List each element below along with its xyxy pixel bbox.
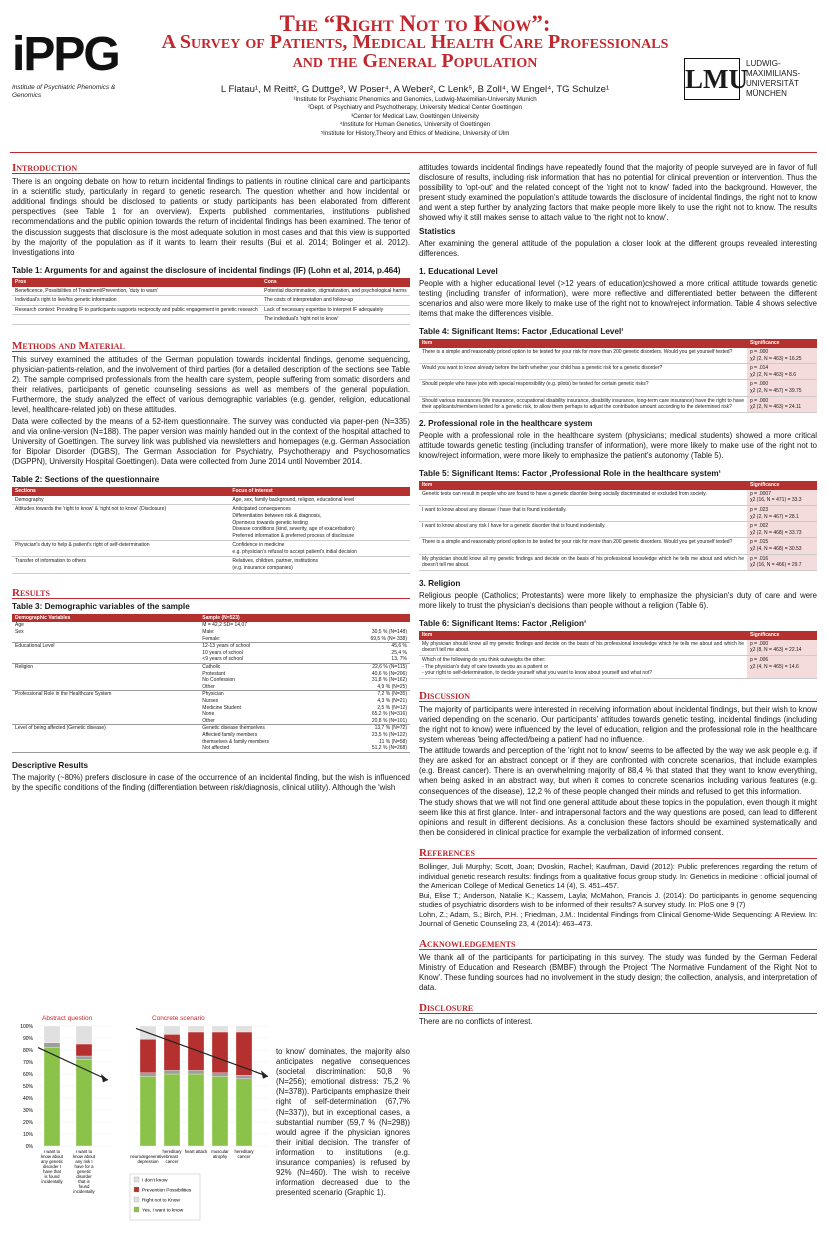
discussion-text-3: The study shows that we will not find one general attitude about these topics in the population, even though it might seem like this at first glance. Inter- and intrapersonal factors and the way questions are posed, can lead to different opinions and result in different decisions. As a conclusion these factors should be examined systematically and then be considered in clinical practice for example the verbalization of informed consent.	[419, 797, 817, 837]
x-category-line: know about	[73, 1154, 95, 1159]
x-category-line: have for a	[74, 1164, 94, 1169]
significance-cell: p = .023 χ2 (2, N = 467) = 28.1	[747, 506, 817, 522]
significance-cell: p = .006 χ2 (4, N = 465) = 14.6	[747, 655, 817, 678]
x-category-line: have that	[43, 1169, 61, 1174]
lmu-line: MÜNCHEN	[746, 89, 787, 98]
table-header: Significance	[747, 339, 817, 348]
table-cell: Other	[199, 684, 332, 691]
bar-segment	[212, 1073, 228, 1077]
table-cell	[12, 739, 199, 746]
table-cell: 30,5 % (N=148)	[371, 629, 407, 636]
lmu-line: MAXIMILIANS-	[746, 69, 801, 78]
table-cell: 2,5 % (N=12)	[377, 704, 407, 711]
table-cell	[12, 636, 199, 643]
lmu-line: UNIVERSITÄT	[746, 79, 799, 88]
table-cell: There is a simple and reasonably priced option to be tested for your risk for more than 200 genetic disorders. Would you get yourself tested?	[419, 538, 747, 554]
bar-segment	[236, 1075, 252, 1079]
table-cell: Physician	[202, 691, 224, 698]
significance-cell: p = .014 χ2 (2, N = 463) = 8.6	[747, 364, 817, 380]
disclosure-heading: Disclosure	[419, 1003, 817, 1014]
table-row	[419, 538, 817, 554]
bar-segment	[236, 1032, 252, 1075]
arrow-head	[261, 1070, 268, 1078]
table-row	[12, 296, 410, 306]
bar-segment	[76, 1026, 92, 1044]
bar-segment	[212, 1076, 228, 1146]
table-row	[12, 656, 410, 663]
table-cell: Anticipated consequences Differentiation between risk & diagnosis, Openness towards genetic testing Disease conditions (kind, severity, age of exacerbation) Preferred information & preferred process of disclosure	[229, 505, 410, 541]
table-cell: Attitudes towards the 'right to know' & 'right not to know' (Disclosure)	[12, 505, 229, 541]
table-cell: Educational Level	[15, 643, 55, 650]
x-category-label	[185, 1149, 208, 1154]
table-row	[12, 622, 410, 629]
table6-caption: Table 6: Significant Items: Factor ‚Religion‘	[419, 619, 587, 629]
x-category-line: any risk I	[75, 1159, 93, 1164]
table-header: Cons	[261, 278, 410, 287]
table-cell: Confidence in medicine e.g. physician's refusal to accept patient's initial decision	[229, 541, 410, 557]
table-cell: 23,5 % (N=122)	[371, 731, 407, 738]
table-2	[12, 487, 410, 574]
x-category-line: muscular	[211, 1149, 229, 1154]
chart-title-right: Concrete scenario	[152, 1015, 205, 1022]
arrow-head	[101, 1074, 108, 1082]
y-tick-label: 50%	[22, 1084, 33, 1090]
x-category-line: disorder I	[43, 1164, 61, 1169]
table-cell: 20,8 % (N=101)	[332, 718, 410, 725]
x-category-line: depression	[137, 1159, 159, 1164]
table-cell: Demography	[12, 496, 229, 505]
table-cell: Female:	[199, 636, 332, 643]
table-row	[12, 711, 410, 718]
intro-heading: Introduction	[12, 163, 410, 174]
table-cell: Genetic disease themselves	[202, 725, 265, 732]
legend-label: Prevention Possibilities	[142, 1188, 192, 1194]
legend-swatch	[134, 1207, 139, 1212]
bar-segment	[76, 1044, 92, 1056]
x-category-label	[162, 1149, 182, 1164]
table-cell: 65,2 % (N=316)	[371, 711, 407, 718]
significance-cell: p = .002 χ2 (2, N = 468) = 33.73	[747, 522, 817, 538]
title-line-1: The “Right Not to Know”:	[279, 11, 551, 36]
table-cell: 7,2 % (N=35)	[377, 691, 407, 698]
bar-segment	[76, 1056, 92, 1060]
x-category-line: incidentally	[73, 1189, 95, 1194]
table-cell: 69,5 % (N= 338)	[332, 636, 410, 643]
religion-heading: 3. Religion	[419, 578, 461, 588]
header-divider	[10, 152, 817, 153]
descriptive-text-2: to know' dominates, the majority also anticipates negative consequences (societal discrimination: 50,8 % (N=256); emotional distress: 75,2 % (N=378)). Participants emphasize their right of self-determination (67,7% (N=337)), but in exceptional cases, a substantial number (59,7 % (N=298)) would agree if the physician ignores their initial decision. The transfer of information to institutions (e.g. insurance companies) is refused by 92% (N=460). The wish to receive information decreased due to the presented scenario (Graphic 1).	[276, 1047, 410, 1198]
bar-segment	[164, 1026, 180, 1034]
bar-segment	[212, 1026, 228, 1032]
table-cell	[12, 656, 199, 663]
intro-text: There is an ongoing debate on how to return incidental findings to patients in routine clinical care and participants in a scientific study, particularly in regard to genetic research. The question whether and how incidental or additional findings should be disclosed to patients or study participants has been elaborated from different perspectives (see Table 1 for an overview). Experts published commentaries, institutions published recommendations and the public opinion towards the return of incidental findings has been examined. The tenor of the discussion suggests that disclosure is the most adequate solution in most cases and that this view is supported by the majority of the population as if it wants to learn their results (Bui et al. 2014; Bolinger et al. 2012). Investigations into	[12, 177, 410, 257]
legend-swatch	[134, 1197, 139, 1202]
table-row	[12, 677, 410, 684]
table-header: Demographic Variables	[12, 614, 199, 623]
table-cell	[12, 745, 199, 752]
table-cell: Beneficence, Possibilities of Treatment/Prevention, 'duty to warn'	[12, 287, 261, 296]
table-cell	[332, 622, 410, 629]
descriptive-heading: Descriptive Results	[12, 760, 88, 770]
table-cell: Not affected	[199, 745, 332, 752]
x-category-line: breast	[166, 1154, 178, 1159]
title-line-2: A Survey of Patients, Medical Health Care Professionals	[161, 31, 669, 53]
authors: L Flatau¹, M Reitt², G Duttge³, W Poser⁴, A Weber², C Lenk⁵, B Zoll⁴, W Engel⁴, TG Schulze¹	[220, 84, 610, 95]
table-cell: themselves & family members	[202, 738, 269, 745]
table-cell: No Confession	[202, 677, 236, 684]
table-row	[419, 506, 817, 522]
table-5	[419, 481, 817, 571]
table-row	[12, 671, 410, 678]
table-cell	[12, 315, 261, 325]
bar-segment	[188, 1026, 204, 1032]
ippg-logo	[12, 30, 128, 102]
table-row	[419, 490, 817, 506]
right-intro-text: attitudes towards incidental findings have repeatedly found that the majority of people surveyed are in favor of full disclosure of results, including risk information that has no potential for clinical prevention or intervention. Thus the possibility to 'opt-out' and the related concept of the 'right not to know' faded into the background. However, the present study examined the population's attitude towards the disclosure of incidental findings, the right not to know and went a step further by analyzing factors that make people more likely to use the right not to know. The results showed why it still makes sense to attach value to 'the right not to know'.	[419, 163, 817, 223]
poster-title	[150, 11, 680, 72]
y-tick-label: 20%	[22, 1120, 33, 1126]
title-line-3: and the General Population	[292, 50, 538, 72]
statistics-text: After examining the general attitude of the population a closer look at the different groups revealed interesting differences.	[419, 238, 817, 258]
bar-segment	[236, 1079, 252, 1146]
bar-segment	[76, 1060, 92, 1146]
x-category-line: know about	[41, 1154, 63, 1159]
table-cell: Research context: Providing IF to participants supports reciprocity and public engagement in genetic research	[12, 305, 261, 315]
significance-cell: p = .016 χ2 (16, N = 466) = 29.7	[747, 554, 817, 570]
reference-item: Bollinger, Juli Murphy; Scott, Joan; Dvoskin, Rachel; Kaufman, David (2012): Public preferences regarding the return of individual genetic research results: findings from a qualitative focus group study. In: Genetics in medicine : official journal of the American College of Medical Genetics 14 (4), S. 451–457.	[419, 862, 817, 891]
table-header: Sections	[12, 487, 229, 496]
profession-text: People with a professional role in the healthcare system (physicians; medical students) showed a more critical attitude towards genetic testing (including transfer of information), were more likely to make use of the right not to know/reject information, were more likely to emphasize the patient's autonomy (Table 5).	[419, 430, 817, 461]
table-row	[12, 636, 410, 643]
legend-swatch	[134, 1177, 139, 1182]
table-cell: Religion	[15, 664, 34, 670]
references-list	[419, 862, 817, 929]
discussion-heading: Discussion	[419, 691, 817, 702]
table-cell: 25,4 %	[391, 649, 407, 656]
x-category-line: cancer	[165, 1159, 179, 1164]
education-text: People with a higher educational level (>12 years of education)cshowed a more critical attitude towards genetic testing (including transfer of information), were more reflective and differentiated better between the different scenarios and also were more likely to make use of the right not to know/reject information. Table 4 shows selective items that make the differences visible.	[419, 278, 817, 319]
table-cell: Level of being affected (Genetic disease)	[15, 725, 106, 732]
table-row	[12, 315, 410, 325]
table-row	[12, 629, 410, 636]
table-cell	[12, 718, 199, 725]
table-1	[12, 278, 410, 325]
affiliation: ⁴Institute for Human Genetics, University of Goettingen	[339, 121, 491, 129]
table-header	[332, 614, 410, 623]
x-category-line: heart attack	[184, 1149, 208, 1154]
ippg-logo-text: iPPG	[12, 28, 119, 81]
table-4	[419, 339, 817, 412]
methods-text-2: Data were collected by the means of a 52-item questionnaire. The survey was conducted via paper-pen (N=335) and via online-version (N=188). The paper version was mainly handed out in the context of the hospital attached to University of Goettingen. The survey link was published via newsletters and homepages (e.g. German Association for Bipolar Disorder (DGBS), The German Association for Psychiatry, Psychotherapy and Psychosomatics (DGPPN), University Hospital Goettingen). Data were collected from June 2014 until November 2014.	[12, 416, 410, 466]
table-row	[12, 305, 410, 315]
affiliation: ³Center for Medical Law, Goettingen University	[351, 112, 479, 120]
table-cell: Individual's right to live/his genetic information	[12, 296, 261, 306]
table-cell: Transfer of information to others	[12, 557, 229, 573]
table-row	[12, 664, 410, 671]
table-row	[12, 718, 410, 725]
table-header: Focus of interest	[229, 487, 410, 496]
graphic-1-chart	[12, 1008, 274, 1233]
table-cell: Should various insurances (life insurance, occupational disability insurance, disability insurance, long-term care insurance) have the right to have their applicants/members tested for a genetic risk, to allow them perhaps to adjust the contribution amount according to the determined risk?	[419, 396, 747, 412]
table-cell: I want to know about any disease I have that is found incidentally.	[419, 506, 747, 522]
table-cell: 11 % (N=58)	[379, 738, 407, 745]
table-cell	[12, 698, 199, 705]
y-tick-label: 70%	[22, 1060, 33, 1066]
results-heading: Results	[12, 588, 410, 599]
table-row	[12, 705, 410, 712]
ippg-logo-sub: Institute of Psychiatric Phenomics & Genomics	[12, 84, 116, 99]
table-row	[419, 364, 817, 380]
table-row	[12, 650, 410, 657]
table-row	[419, 380, 817, 396]
table-cell: 45,6 %	[391, 643, 407, 650]
bar-segment	[212, 1032, 228, 1073]
table-cell: Protestant	[202, 670, 226, 677]
y-tick-label: 60%	[22, 1072, 33, 1078]
significance-cell: p = .000 χ2 (8, N = 463) = 22.14	[747, 640, 817, 656]
left-column	[12, 163, 410, 794]
x-category-line: incidentally	[41, 1179, 63, 1184]
x-category-line: that is	[78, 1179, 90, 1184]
table-cell: Physician's duty to help & patient's right of self-determination	[12, 541, 229, 557]
table-cell	[12, 711, 199, 718]
table-cell: Lack of necessary expertise to interpret IF adequately	[261, 305, 410, 315]
table-cell: 31,8 % (N=162)	[371, 677, 407, 684]
lmu-logo	[684, 58, 814, 100]
table-row	[12, 691, 410, 698]
table-row	[419, 396, 817, 412]
table-row	[12, 541, 410, 557]
discussion-text-2: The attitude towards and perception of the 'right not to know' seems to be affected by the way we ask people e.g. if they are asked for an abstract concept or if they are confronted with concrete scenarios, that include examples (e.g. Breast cancer). There is an overwhelming majority of 88,4 % that stated that they want to know everything, when being asked in an abstract way, but when it comes to concrete scenarios including various features (e.g. consequences of the disease), 12,2 % of these people changed their minds and refused to get this information.	[419, 746, 817, 796]
table-cell: My physician should know all my genetic findings and decide on the basis of his professional knowledge which he tells me about and which he doesn't tell me about.	[419, 640, 747, 656]
table4-caption: Table 4: Significant Items: Factor ‚Educational Level‘	[419, 327, 624, 337]
discussion-text-1: The majority of participants were interested in receiving information about incidental findings, but their wish to know varied depending on the scenario. Our participants' attitudes towards genetic testing, incidental findings (including the right not to know) were influenced by the level of education, religion and the professional role in the healthcare system whereas 'being affected/being a patient' had no influence.	[419, 704, 817, 745]
y-tick-label: 30%	[22, 1108, 33, 1114]
table-cell: 51,2 % (N=268)	[332, 745, 410, 752]
table-row	[12, 745, 410, 752]
table-cell	[12, 684, 199, 691]
y-tick-label: 10%	[22, 1132, 33, 1138]
lmu-line: LUDWIG-	[746, 59, 781, 68]
bar-segment	[44, 1026, 60, 1043]
x-category-line: genetic	[77, 1169, 91, 1174]
table-row	[12, 684, 410, 691]
table-cell: Potential discrimination, stigmatization, and psychological harms	[261, 287, 410, 296]
table-cell: Male:	[202, 629, 215, 636]
table-header: Pros	[12, 278, 261, 287]
x-category-label	[73, 1149, 96, 1194]
x-category-line: found	[78, 1184, 90, 1189]
y-tick-label: 0%	[25, 1144, 33, 1150]
table-3	[12, 614, 410, 753]
x-category-line: disorder	[76, 1174, 92, 1179]
significance-cell: p = .0007 χ2 (16, N = 471) = 33.3	[747, 490, 817, 506]
methods-heading: Methods and Material	[12, 341, 410, 352]
bar-segment	[164, 1074, 180, 1146]
statistics-heading: Statistics	[419, 226, 456, 236]
table-row	[419, 655, 817, 678]
affiliation: ⁵Institute for History,Theory and Ethics of Medicine, University of Ulm	[320, 129, 510, 137]
table-cell: Other	[199, 718, 332, 725]
legend-label: Yes, I want to know	[142, 1208, 184, 1214]
table-cell: Catholic	[202, 664, 221, 670]
affiliations	[150, 96, 680, 138]
table-row	[12, 732, 410, 739]
table-cell: <9 years of school	[199, 656, 332, 663]
descriptive-text-1: The majority (~80%) prefers disclosure in case of the occurrence of an incidental finding, but the wish is influenced by the specific conditions of the finding (differentiation between risk/diagnosis, clinical utility). Although the 'wish	[12, 772, 410, 792]
table-row	[419, 554, 817, 570]
acknowledgements-heading: Acknowledgements	[419, 939, 817, 950]
table-header: Item	[419, 481, 747, 490]
table-cell	[12, 705, 199, 712]
table-6	[419, 631, 817, 679]
affiliation: ²Dept. of Psychiatry and Psychotherapy, University Medical Center Goettingen	[307, 104, 523, 112]
table-row	[419, 522, 817, 538]
significance-cell: p = .015 χ2 (4, N = 468) = 30.53	[747, 538, 817, 554]
table1-caption: Table 1: Arguments for and against the disclosure of incidental findings (IF) (Lohn et al, 2014, p.464)	[12, 265, 401, 275]
table5-caption: Table 5: Significant Items: Factor ‚Professional Role in the healthcare system‘	[419, 469, 721, 479]
legend-label: Right not to Know	[142, 1198, 180, 1204]
x-category-line: any genetic	[41, 1159, 63, 1164]
table-cell: 4,9 % (N=25)	[332, 684, 410, 691]
significance-cell: p = .000 χ2 (2, N = 463) = 24.11	[747, 396, 817, 412]
table-cell: Age, sex, family background, religion, educational level	[229, 496, 410, 505]
table-cell: Sex	[15, 629, 24, 636]
affiliation: ¹Institute for Psychiatric Phenomics and Genomics, Ludwig-Maximilian-University Munich	[293, 96, 537, 103]
table-cell: Age	[15, 622, 24, 629]
table-cell	[12, 732, 199, 739]
table-cell: There is a simple and reasonably priced option to be tested for your risk for more than 200 genetic disorders. Would you get yourself tested?	[419, 348, 747, 364]
references-heading: References	[419, 848, 817, 859]
disclosure-text: There are no conflicts of interest.	[419, 1017, 533, 1027]
y-tick-label: 40%	[22, 1096, 33, 1102]
chart-title-left: Abstract question	[42, 1015, 93, 1022]
x-category-line: hereditary	[234, 1149, 254, 1154]
table-cell: Professional Role in the Healthcare System	[15, 691, 112, 698]
table-header: Sample (N=523)	[199, 614, 332, 623]
table-cell: M = 42,2 SD= 14,07	[202, 622, 248, 629]
x-category-line: I want to	[43, 1149, 61, 1154]
lmu-logo-name	[746, 59, 800, 99]
bar-segment	[188, 1074, 204, 1146]
table-row	[12, 739, 410, 746]
acknowledgements-text: We thank all of the participants for participating in this survey. The study was funded by the German Federal Ministry of Education and Research (BMBF) through the Project 'The Normative Fundament of the Right Not to Know'. These funding sources had no involvement in the study design; the collection, analysis, and interpretation of data.	[419, 952, 817, 992]
table-cell	[12, 671, 199, 678]
table-cell: 10 years of school	[202, 649, 243, 656]
significance-cell: p = .000 χ2 (2, N = 463) = 16.25	[747, 348, 817, 364]
bar-segment	[140, 1039, 156, 1073]
table-cell: Which of the following do you think outweighs the other: - The physician's duty of care towards you as a patient or - your right to self-determination, to decide yourself what you want to know about yourself and what not?	[419, 655, 747, 678]
x-category-line: cancer	[237, 1154, 251, 1159]
table-cell: 12-13 years of school	[202, 643, 251, 650]
table-row	[12, 496, 410, 505]
x-category-line: is found	[44, 1174, 60, 1179]
x-category-line: neurodegenerative	[130, 1154, 166, 1159]
y-tick-label: 80%	[22, 1048, 33, 1054]
bar-segment	[188, 1070, 204, 1074]
table-cell: 22,6 % (N=115)	[372, 664, 407, 670]
reference-item: Bui, Elise T.; Anderson, Natalie K.; Kassem, Layla; McMahon, Francis J. (2014): Do participants in genome sequencing studies of psychiatric disorders wish to be informed of their results? A survey study. In: PloS one 9 (7)	[419, 890, 817, 910]
table-row	[12, 557, 410, 573]
x-category-line: atrophy	[212, 1154, 228, 1159]
table-row	[12, 287, 410, 296]
table-header: Item	[419, 631, 747, 640]
y-tick-label: 90%	[22, 1036, 33, 1042]
table-header: Significance	[747, 481, 817, 490]
bar-segment	[164, 1070, 180, 1074]
legend-swatch	[134, 1187, 139, 1192]
religion-text: Religious people (Catholics; Protestants) were more likely to emphasize the physician's duty of care and were more likely to trust the physician's decisions than people without a religion (Table 6).	[419, 590, 817, 610]
education-heading: 1. Educational Level	[419, 266, 498, 276]
x-category-label	[234, 1149, 254, 1159]
table-cell: None	[202, 711, 215, 718]
table-header: Item	[419, 339, 747, 348]
table-cell: The individual's 'right not to know'	[261, 315, 410, 325]
table-row	[12, 698, 410, 705]
significance-cell: p = .000 χ2 (2, N = 457) = 39.75	[747, 380, 817, 396]
table-cell: 4,3 % (N=21)	[377, 697, 407, 704]
table-cell: My physician should know all my genetic findings and decide on the basis of his professional knowledge which he tells me about and which he doesn't tell me about.	[419, 554, 747, 570]
reference-item: Lohn, Z.; Adam, S.; Birch, P.H. ; Friedman, J.M.: Incidental Findings from Clinical Genome-Wide Sequencing: A Review. In: Journal of Genetic Counseling 23, 4 (2014): 463–473.	[419, 909, 817, 929]
legend-label: I don't know	[142, 1178, 168, 1184]
table3-caption: Table 3: Demographic variables of the sample	[12, 601, 190, 611]
table-row	[12, 643, 410, 650]
profession-heading: 2. Professional role in the healthcare system	[419, 418, 593, 428]
methods-text-1: This survey examined the attitudes of the German population towards incidental findings, genome sequencing, physician-patients-relation, and the involvement of third parties (for a detailed description of the sections see Table 2). The sample comprised professionals from the health care system, people suffering from somatic disorders and their relatives, participants of genetic counseling sessions as well as members of the general population. Furthermore, the study analyzed the effect of various demographic variables (e.g. gender, religion, educational level, healthcare-related job) on these attitudes.	[12, 355, 410, 415]
table-cell: The costs of interpretation and follow-up	[261, 296, 410, 306]
table-cell: 40,6 % (N=206)	[371, 670, 407, 677]
table-cell: Relatives, children, partner, institutions (e.g. insurance companies)	[229, 557, 410, 573]
table-cell: Would you want to know already before the birth whether your child has a genetic risk for a genetic disorder?	[419, 364, 747, 380]
x-category-label	[130, 1154, 166, 1164]
table-cell	[12, 677, 199, 684]
bar-segment	[44, 1048, 60, 1146]
x-category-label	[41, 1149, 64, 1184]
table2-caption: Table 2: Sections of the questionnaire	[12, 475, 160, 485]
bar-segment	[140, 1073, 156, 1077]
table-cell	[12, 650, 199, 657]
table-cell: 13,7 % (N=72)	[374, 725, 407, 732]
bar-segment	[140, 1076, 156, 1146]
table-row	[12, 725, 410, 732]
lmu-logo-mark: LMU	[684, 58, 740, 100]
x-category-line: I want to	[75, 1149, 93, 1154]
table-cell: I want to know about any risk I have for a genetic disorder that is found incidentally.	[419, 522, 747, 538]
y-tick-label: 100%	[20, 1024, 33, 1030]
right-column	[419, 163, 817, 1028]
table-cell: Affected family members	[202, 731, 258, 738]
x-category-label	[211, 1149, 229, 1159]
bar-segment	[44, 1043, 60, 1048]
bar-segment	[188, 1032, 204, 1070]
table-cell: Nurses	[202, 697, 219, 704]
table-header: Significance	[747, 631, 817, 640]
table-row	[419, 348, 817, 364]
table-row	[419, 640, 817, 656]
x-category-line: hereditary	[162, 1149, 182, 1154]
table-cell: 13, 7%	[332, 656, 410, 663]
table-cell: Genetic tests can result in people who are found to have a genetic disorder being socially discriminated or excluded from society.	[419, 490, 747, 506]
table-cell: Should people who have jobs with special responsibility (e.g. pilots) be tested for certain genetic risks?	[419, 380, 747, 396]
table-row	[12, 505, 410, 541]
table-cell: Medicine Student	[202, 704, 241, 711]
bar-segment	[236, 1026, 252, 1032]
